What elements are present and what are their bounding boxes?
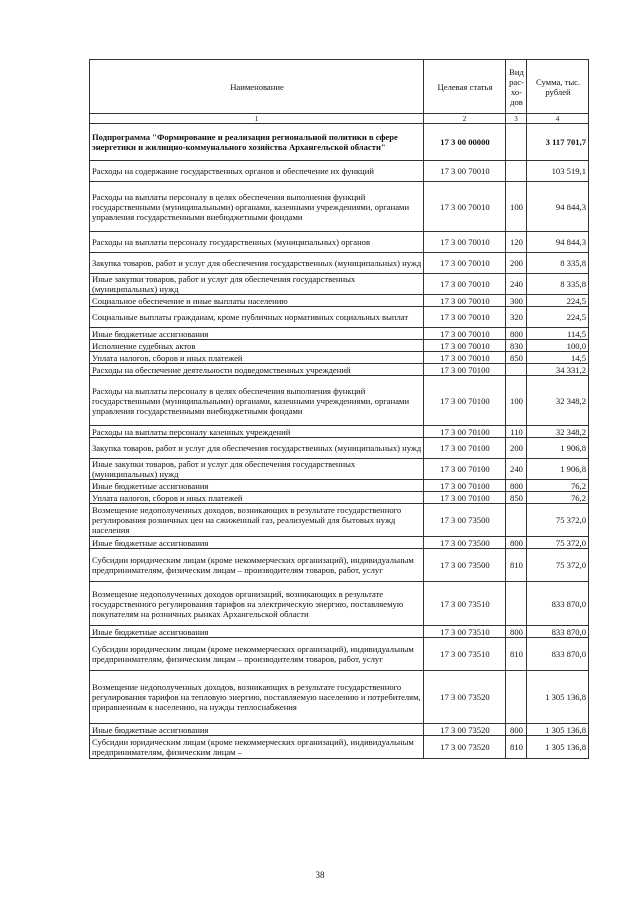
cell-sum: 75 372,0 (527, 549, 589, 582)
cell-name: Закупка товаров, работ и услуг для обеспечения государственных (муниципальных) нужд (90, 253, 424, 274)
cell-sum: 114,5 (527, 328, 589, 340)
table-row (90, 124, 589, 161)
cell-expense-type: 110 (506, 426, 527, 438)
cell-expense-type: 810 (506, 736, 527, 759)
cell-target-article: 17 3 00 70100 (424, 426, 506, 438)
cell-sum: 75 372,0 (527, 537, 589, 549)
table-row (90, 671, 589, 724)
table-row (90, 232, 589, 253)
cell-sum: 224,5 (527, 307, 589, 328)
cell-expense-type: 300 (506, 295, 527, 307)
cell-target-article: 17 3 00 70010 (424, 328, 506, 340)
cell-expense-type: 320 (506, 307, 527, 328)
cell-expense-type (506, 671, 527, 724)
cell-target-article: 17 3 00 70010 (424, 352, 506, 364)
table-row (90, 307, 589, 328)
cell-sum: 76,2 (527, 480, 589, 492)
column-number: 3 (506, 114, 527, 124)
cell-name: Возмещение недополученных доходов, возникающих в результате государственного регулирования розничных цен на сжиженный газ, реализуемый для бытовых нужд населения (90, 504, 424, 537)
cell-target-article: 17 3 00 73520 (424, 671, 506, 724)
cell-sum: 94 844,3 (527, 182, 589, 232)
cell-target-article: 17 3 00 70100 (424, 364, 506, 376)
cell-name: Иные бюджетные ассигнования (90, 480, 424, 492)
cell-expense-type: 850 (506, 492, 527, 504)
cell-sum: 833 870,0 (527, 626, 589, 638)
cell-expense-type: 120 (506, 232, 527, 253)
table-row (90, 295, 589, 307)
cell-name: Социальные выплаты гражданам, кроме публичных нормативных социальных выплат (90, 307, 424, 328)
cell-expense-type: 810 (506, 638, 527, 671)
table-row (90, 638, 589, 671)
cell-expense-type: 830 (506, 340, 527, 352)
header-name: Наименование (90, 60, 424, 114)
table-row (90, 340, 589, 352)
cell-name: Иные закупки товаров, работ и услуг для обеспечения государственных (муниципальных) нужд (90, 274, 424, 295)
cell-expense-type: 200 (506, 438, 527, 459)
cell-name: Расходы на обеспечение деятельности подведомственных учреждений (90, 364, 424, 376)
cell-name: Уплата налогов, сборов и иных платежей (90, 492, 424, 504)
cell-name: Подпрограмма "Формирование и реализация региональной политики в сфере энергетики и жилищно-коммунального хозяйства Архангельской области" (90, 124, 424, 161)
cell-name: Субсидии юридическим лицам (кроме некоммерческих организаций), индивидуальным предпринимателям, физическим лицам – (90, 736, 424, 759)
table-row (90, 364, 589, 376)
table-row (90, 274, 589, 295)
table-row (90, 504, 589, 537)
table-row (90, 626, 589, 638)
page-number: 38 (315, 870, 325, 880)
cell-target-article: 17 3 00 70010 (424, 307, 506, 328)
document-page (89, 59, 588, 759)
cell-sum: 8 335,8 (527, 253, 589, 274)
cell-name: Расходы на выплаты персоналу казенных учреждений (90, 426, 424, 438)
cell-sum: 8 335,8 (527, 274, 589, 295)
table-row (90, 426, 589, 438)
cell-expense-type: 800 (506, 480, 527, 492)
cell-name: Расходы на содержание государственных органов и обеспечение их функций (90, 161, 424, 182)
table-row (90, 253, 589, 274)
cell-name: Социальное обеспечение и иные выплаты населению (90, 295, 424, 307)
table-row (90, 328, 589, 340)
cell-expense-type: 810 (506, 549, 527, 582)
cell-target-article: 17 3 00 73510 (424, 638, 506, 671)
table-row (90, 459, 589, 480)
cell-sum: 34 331,2 (527, 364, 589, 376)
cell-expense-type: 200 (506, 253, 527, 274)
cell-target-article: 17 3 00 73500 (424, 537, 506, 549)
table-row (90, 182, 589, 232)
cell-name: Расходы на выплаты персоналу в целях обеспечения выполнения функций государственными (муниципальными) органами, казенными учреждениями, органами управления государственными внебюджетными фондами (90, 376, 424, 426)
cell-sum: 94 844,3 (527, 232, 589, 253)
cell-expense-type: 240 (506, 459, 527, 480)
cell-expense-type (506, 161, 527, 182)
table-row (90, 161, 589, 182)
budget-table (89, 59, 589, 759)
cell-target-article: 17 3 00 70010 (424, 232, 506, 253)
column-number: 4 (527, 114, 589, 124)
cell-expense-type (506, 504, 527, 537)
cell-expense-type: 800 (506, 724, 527, 736)
cell-sum: 833 870,0 (527, 638, 589, 671)
cell-expense-type: 850 (506, 352, 527, 364)
header-code: Целевая статья (424, 60, 506, 114)
cell-name: Иные бюджетные ассигнования (90, 724, 424, 736)
cell-sum: 1 906,8 (527, 459, 589, 480)
cell-sum: 103 519,1 (527, 161, 589, 182)
cell-name: Иные закупки товаров, работ и услуг для обеспечения государственных (муниципальных) нужд (90, 459, 424, 480)
table-body (90, 124, 589, 759)
cell-sum: 1 305 136,8 (527, 724, 589, 736)
column-number: 1 (90, 114, 424, 124)
cell-name: Возмещение недополученных доходов, возникающих в результате государственного регулирования тарифов на тепловую энергию, поставляемую населению и потребителям, приравненным к населению, на нужды теплоснабжения (90, 671, 424, 724)
header-type: Вид рас-хо-дов (506, 60, 527, 114)
cell-target-article: 17 3 00 73500 (424, 504, 506, 537)
cell-sum: 100,0 (527, 340, 589, 352)
cell-name: Расходы на выплаты персоналу государственных (муниципальных) органов (90, 232, 424, 253)
cell-sum: 76,2 (527, 492, 589, 504)
cell-target-article: 17 3 00 70100 (424, 438, 506, 459)
cell-name: Субсидии юридическим лицам (кроме некоммерческих организаций), индивидуальным предпринимателям, физическим лицам – производителям товаров, работ, услуг (90, 549, 424, 582)
cell-name: Иные бюджетные ассигнования (90, 537, 424, 549)
table-row (90, 724, 589, 736)
cell-target-article: 17 3 00 70010 (424, 274, 506, 295)
cell-name: Исполнение судебных актов (90, 340, 424, 352)
table-row (90, 549, 589, 582)
cell-name: Расходы на выплаты персоналу в целях обеспечения выполнения функций государственными (муниципальными) органами, казенными учреждениями, органами управления государственными внебюджетными фондами (90, 182, 424, 232)
cell-sum: 32 348,2 (527, 426, 589, 438)
table-row (90, 736, 589, 759)
cell-name: Закупка товаров, работ и услуг для обеспечения государственных (муниципальных) нужд (90, 438, 424, 459)
cell-expense-type (506, 582, 527, 626)
cell-sum: 1 906,8 (527, 438, 589, 459)
cell-sum: 224,5 (527, 295, 589, 307)
cell-target-article: 17 3 00 73520 (424, 736, 506, 759)
cell-target-article: 17 3 00 70010 (424, 295, 506, 307)
cell-target-article: 17 3 00 73510 (424, 626, 506, 638)
table-row (90, 537, 589, 549)
cell-name: Уплата налогов, сборов и иных платежей (90, 352, 424, 364)
cell-sum: 1 305 136,8 (527, 671, 589, 724)
table-row (90, 582, 589, 626)
cell-expense-type: 100 (506, 376, 527, 426)
column-number-row (90, 114, 589, 124)
table-row (90, 352, 589, 364)
cell-target-article: 17 3 00 73500 (424, 549, 506, 582)
cell-name: Иные бюджетные ассигнования (90, 328, 424, 340)
cell-target-article: 17 3 00 70010 (424, 161, 506, 182)
cell-sum: 833 870,0 (527, 582, 589, 626)
cell-target-article: 17 3 00 00000 (424, 124, 506, 161)
cell-target-article: 17 3 00 70010 (424, 253, 506, 274)
cell-name: Возмещение недополученных доходов организаций, возникающих в результате государственного регулирования тарифов на электрическую энергию, поставляемую покупателям на розничных рынках Архангельской области (90, 582, 424, 626)
cell-target-article: 17 3 00 70100 (424, 376, 506, 426)
cell-expense-type: 240 (506, 274, 527, 295)
cell-sum: 14,5 (527, 352, 589, 364)
cell-expense-type (506, 124, 527, 161)
header-sum: Сумма, тыс. рублей (527, 60, 589, 114)
cell-expense-type (506, 364, 527, 376)
cell-target-article: 17 3 00 70100 (424, 492, 506, 504)
cell-sum: 75 372,0 (527, 504, 589, 537)
table-row (90, 376, 589, 426)
cell-sum: 1 305 136,8 (527, 736, 589, 759)
cell-name: Иные бюджетные ассигнования (90, 626, 424, 638)
table-header-row (90, 60, 589, 114)
table-row (90, 492, 589, 504)
cell-target-article: 17 3 00 70100 (424, 459, 506, 480)
column-number: 2 (424, 114, 506, 124)
cell-sum: 32 348,2 (527, 376, 589, 426)
cell-target-article: 17 3 00 70010 (424, 182, 506, 232)
cell-target-article: 17 3 00 70010 (424, 340, 506, 352)
table-row (90, 438, 589, 459)
cell-target-article: 17 3 00 73510 (424, 582, 506, 626)
cell-sum: 3 117 701,7 (527, 124, 589, 161)
cell-expense-type: 800 (506, 537, 527, 549)
cell-name: Субсидии юридическим лицам (кроме некоммерческих организаций), индивидуальным предпринимателям, физическим лицам – производителям товаров, работ, услуг (90, 638, 424, 671)
table-row (90, 480, 589, 492)
cell-expense-type: 800 (506, 626, 527, 638)
cell-target-article: 17 3 00 73520 (424, 724, 506, 736)
cell-target-article: 17 3 00 70100 (424, 480, 506, 492)
cell-expense-type: 100 (506, 182, 527, 232)
cell-expense-type: 800 (506, 328, 527, 340)
